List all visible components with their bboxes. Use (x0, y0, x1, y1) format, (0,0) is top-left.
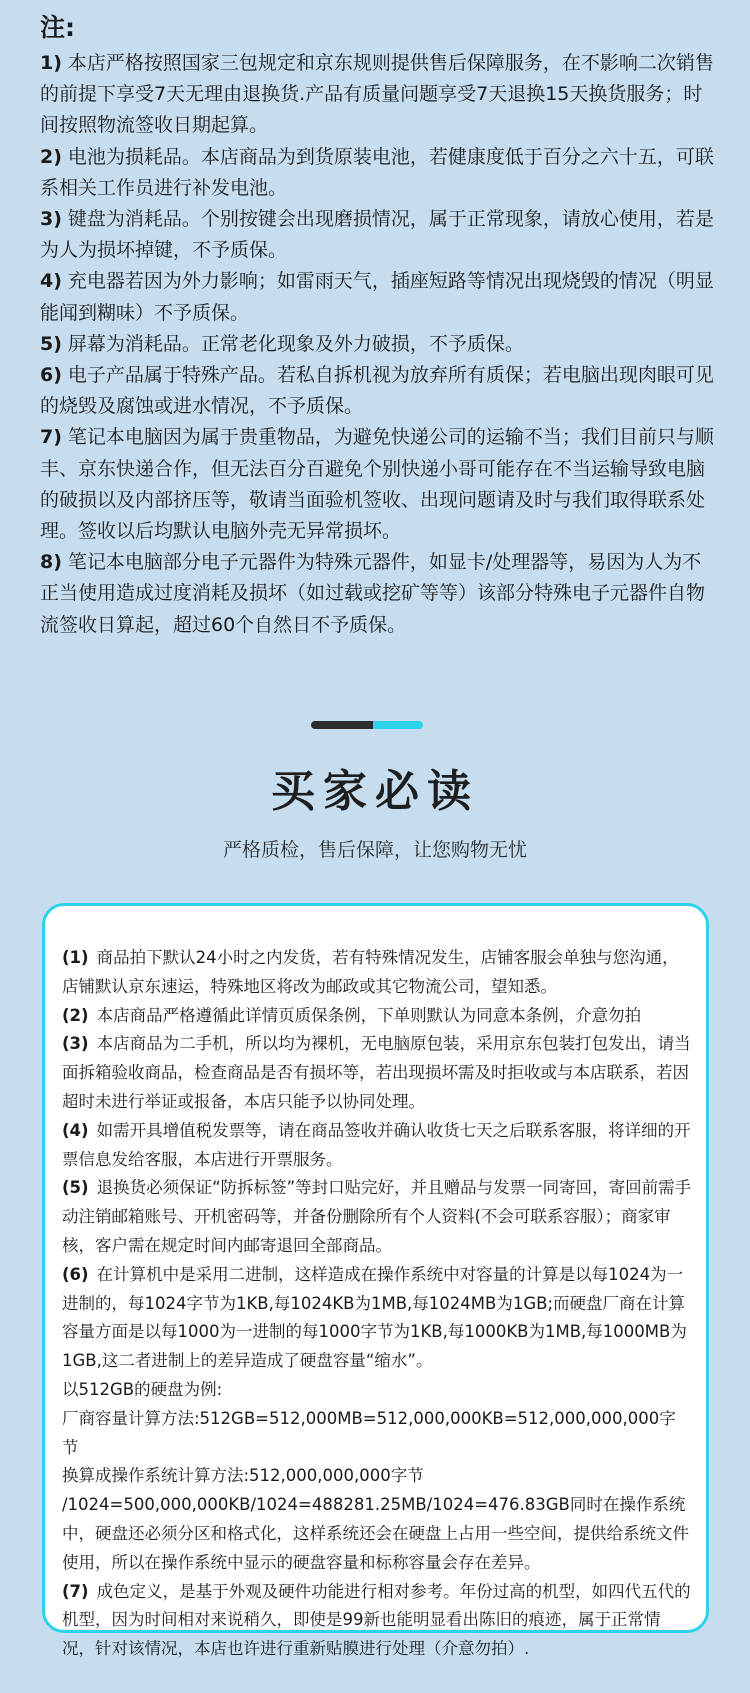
note-item-text: 电子产品属于特殊产品。若私自拆机视为放弃所有质保；若电脑出现肉眼可见的烧毁及腐蚀或进水情况，不予质保。 (40, 364, 714, 418)
note-item-number: 2) (40, 145, 62, 168)
note-item (40, 142, 720, 204)
rule-item-number: (4) (62, 1120, 89, 1140)
note-item-number: 5) (40, 332, 62, 355)
rule-item (62, 1462, 692, 1491)
rule-item (62, 1491, 692, 1577)
rule-item-text: 在计算机中是采用二进制，这样造成在操作系统中对容量的计算是以每1024为一进制的，每1024字节为1KB,每1024KB为1MB,每1024MB为1GB;而硬盘厂商在计算容量方面是以每1000为一进制的每1000字节为1KB,每1000KB为1MB,每1000MB为1GB,这二者进制上的差异造成了硬盘容量“缩水”。 (62, 1264, 687, 1371)
rules-list (62, 944, 692, 1664)
rule-item-text: 换算成操作系统计算方法:512,000,000,000字节 (62, 1466, 424, 1486)
rule-item (62, 944, 692, 1002)
section-subtitle: 严格质检，售后保障，让您购物无忧 (222, 839, 527, 861)
notes-section (40, 8, 720, 641)
note-item (40, 204, 720, 266)
notes-list (40, 48, 720, 641)
rule-item-text: 以512GB的硬盘为例: (62, 1379, 223, 1399)
note-item (40, 329, 720, 360)
rule-item-text: 商品拍下默认24小时之内发货，若有特殊情况发生，店铺客服会单独与您沟通，店铺默认京东速运，特殊地区将改为邮政或其它物流公司，望知悉。 (62, 948, 679, 996)
note-item-number: 1) (40, 52, 62, 74)
notes-title: 注: (40, 13, 75, 42)
note-item-number: 3) (40, 208, 62, 231)
section-divider (311, 721, 423, 729)
note-item-number: 6) (40, 364, 62, 387)
note-item-number: 8) (40, 551, 62, 574)
divider-dark-segment (311, 721, 373, 729)
note-item-number: 7) (40, 426, 62, 449)
rule-item-text: 本店商品严格遵循此详情页质保条例，下单则默认为同意本条例，介意勿拍 (96, 1005, 642, 1025)
note-item (40, 48, 720, 142)
note-item-number: 4) (40, 270, 62, 293)
note-item-text: 笔记本电脑部分电子元器件为特殊元器件，如显卡/处理器等，易因为人为不正当使用造成过度消耗及损坏（如过载或挖矿等等）该部分特殊电子元器件自物流签收日算起，超过60个自然日不予质保。 (40, 551, 706, 636)
note-item (40, 266, 720, 328)
rule-item-text: 如需开具增值税发票等，请在商品签收并确认收货七天之后联系客服，将详细的开票信息发给客服，本店进行开票服务。 (62, 1120, 691, 1169)
note-item (40, 360, 720, 422)
rule-item (62, 1002, 692, 1031)
rule-item (62, 1174, 692, 1260)
rule-item (62, 1578, 692, 1664)
rule-item (62, 1405, 692, 1463)
rule-item-text: /1024=500,000,000KB/1024=488281.25MB/1024=476.83GB同时在操作系统中，硬盘还必须分区和格式化，这样系统还会在硬盘上占用一些空间，提供给系统文件使用，所以在操作系统中显示的硬盘容量和标称容量会存在差异。 (62, 1495, 689, 1572)
rule-item (62, 1376, 692, 1405)
note-item (40, 422, 720, 547)
rule-item (62, 1030, 692, 1116)
rule-item-text: 本店商品为二手机，所以均为裸机，无电脑原包装，采用京东包装打包发出，请当面拆箱验收商品，检查商品是否有损坏等，若出现损坏需及时拒收或与本店联系，若因超时未进行举证或报备，本店只能予以协同处理。 (62, 1034, 691, 1111)
rule-item (62, 1261, 692, 1376)
rule-item-text: 厂商容量计算方法:512GB=512,000MB=512,000,000KB=512,000,000,000字节 (62, 1408, 676, 1457)
note-item (40, 547, 720, 641)
rule-item-number: (2) (62, 1005, 89, 1025)
buyer-notice-card (42, 903, 709, 1659)
section-title: 买家必读 (271, 766, 479, 817)
note-item-text: 屏幕为消耗品。正常老化现象及外力破损，不予质保。 (67, 332, 524, 355)
rule-item-number: (1) (62, 948, 89, 967)
note-item-text: 充电器若因为外力影响；如雷雨天气，插座短路等情况出现烧毁的情况（明显能闻到糊味）不予质保。 (40, 270, 714, 324)
rule-item (62, 1117, 692, 1175)
rule-item-text: 成色定义，是基于外观及硬件功能进行相对参考。年份过高的机型，如四代五代的机型，因为时间相对来说稍久，即使是99新也能明显看出陈旧的痕迹，属于正常情况，针对该情况，本店也许进行重新贴膜进行处理（介意勿拍）. (62, 1581, 691, 1659)
rule-item-number: (5) (62, 1178, 89, 1198)
rule-item-number: (3) (62, 1034, 89, 1054)
note-item-text: 电池为损耗品。本店商品为到货原装电池，若健康度低于百分之六十五，可联系相关工作员进行补发电池。 (40, 145, 714, 199)
rule-item-number: (7) (62, 1581, 89, 1601)
rule-item-number: (6) (62, 1264, 89, 1284)
note-item-text: 本店严格按照国家三包规定和京东规则提供售后保障服务，在不影响二次销售的前提下享受7天无理由退换货.产品有质量问题享受7天退换15天换货服务；时间按照物流签收日期起算。 (40, 52, 714, 137)
divider-cyan-segment (373, 721, 423, 729)
note-item-text: 笔记本电脑因为属于贵重物品，为避免快递公司的运输不当；我们目前只与顺丰、京东快递合作，但无法百分百避免个别快递小哥可能存在不当运输导致电脑的破损以及内部挤压等，敬请当面验机签收、出现问题请及时与我们取得联系处理。签收以后均默认电脑外壳无异常损坏。 (40, 426, 714, 543)
note-item-text: 键盘为消耗品。个别按键会出现磨损情况，属于正常现象，请放心使用，若是为人为损坏掉键，不予质保。 (40, 208, 714, 262)
rule-item-text: 退换货必须保证“防拆标签”等封口贴完好，并且赠品与发票一同寄回，寄回前需手动注销邮箱账号、开机密码等，并备份删除所有个人资料(不会可联系容服）；商家审核，客户需在规定时间内邮寄退回全部商品。 (62, 1178, 692, 1255)
